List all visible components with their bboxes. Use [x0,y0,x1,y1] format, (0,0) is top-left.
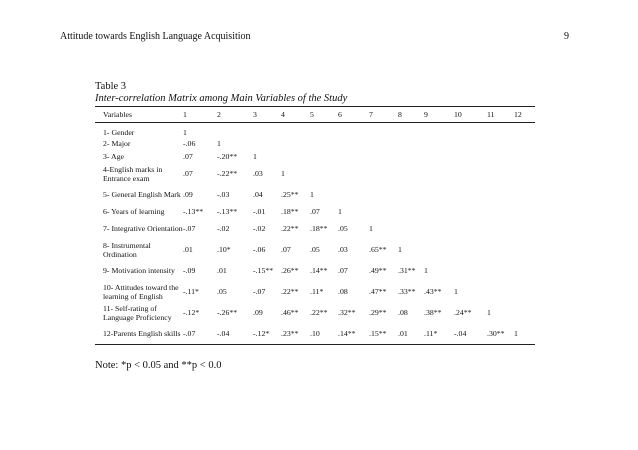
table-cell: -.07 [253,287,266,296]
table-cell: .33** [398,287,416,296]
table-cell [310,163,338,184]
table-cell [369,137,398,150]
table-cell: -.07 [183,323,217,344]
header-cell-12: 12 [514,107,535,123]
table-cell [369,163,398,184]
table-cell: .09 [183,190,193,199]
table-cell: -.12* [183,308,200,317]
table-row [95,281,535,302]
table-cell [398,123,424,138]
table-cell [487,218,514,239]
header-cell-8: 8 [398,107,424,123]
table-cell: .07 [183,169,193,178]
table-cell: .08 [338,287,348,296]
table-cell: 1 [398,245,402,254]
table-cell: .18** [281,207,299,216]
table-cell: 1 [514,323,535,344]
table-cell [487,184,514,205]
table-cell [514,137,535,150]
row-label: 12-Parents English skills [95,323,183,344]
table-cell: 1 [253,152,257,161]
table-cell: -.09 [183,266,196,275]
table-cell [454,163,487,184]
row-label: 5- General English Mark [103,190,181,199]
table-cell [281,137,310,150]
table-cell [281,150,310,163]
table-cell [424,218,454,239]
table-cell: .23** [281,323,310,344]
table-cell: -.04 [454,323,487,344]
table-cell [514,163,535,184]
row-label: 3- Age [103,152,125,161]
table-cell: .10 [310,323,338,344]
table-cell: .15** [369,323,398,344]
table-cell [487,260,514,281]
table-cell: -.06 [253,245,266,254]
table-row [95,184,535,205]
table-cell: .03 [253,169,263,178]
table-cell [398,137,424,150]
table-cell [424,150,454,163]
header-cell-7: 7 [369,107,398,123]
row-label: 11- Self-rating of Language Proficiency [103,303,172,322]
table-row [95,239,535,260]
table-row [95,260,535,281]
table-cell: -.22** [217,169,238,178]
table-cell [514,184,535,205]
table-cell [487,281,514,302]
table-cell: .05 [310,245,320,254]
table-row [95,302,535,323]
table-row [95,218,535,239]
table-cell [338,123,369,138]
row-label: 4-English marks in Entrance exam [103,164,163,183]
table-cell [424,184,454,205]
table-cell [514,123,535,138]
table-cell [338,150,369,163]
header-cell-6: 6 [338,107,369,123]
table-cell [369,150,398,163]
table-cell: -.26** [217,308,238,317]
table-cell [424,123,454,138]
table-cell [310,123,338,138]
table-cell [514,302,535,323]
table-cell: 1 [487,308,491,317]
header-cell-4: 4 [281,107,310,123]
table-cell: .10* [217,245,231,254]
page-number: 9 [564,31,569,42]
table-cell: .43** [424,287,442,296]
table-cell: -.12* [253,323,281,344]
table-cell [454,184,487,205]
header-cell-2: 2 [217,107,253,123]
table-cell: .25** [281,190,299,199]
table-cell: .09 [253,308,263,317]
table-cell: -.02 [253,224,266,233]
table-cell: .01 [183,245,193,254]
table-cell: .07 [183,152,193,161]
header-cell-10: 10 [454,107,487,123]
row-label: 10- Attitudes toward the learning of English [103,282,179,301]
row-label: 2- Major [103,139,131,148]
table-cell: .05 [217,287,227,296]
table-cell: -.13** [183,207,204,216]
table-cell [338,184,369,205]
running-head: Attitude towards English Language Acquisition [60,31,251,42]
table-cell [454,218,487,239]
table-cell: .07 [338,266,348,275]
table-cell: .49** [369,266,387,275]
table-cell: .11* [310,287,324,296]
table-cell: 1 [369,224,373,233]
table-cell: .24** [454,308,472,317]
table-cell: -.11* [183,287,199,296]
table-cell: .65** [369,245,387,254]
table-cell: .31** [398,266,416,275]
table-cell: 1 [454,287,458,296]
table-cell [281,123,310,138]
table-cell: -.02 [217,224,230,233]
header-cell-1: 1 [183,107,217,123]
table-cell: -.03 [217,190,230,199]
row-label: 1- Gender [103,128,135,137]
table-cell: .46** [281,308,299,317]
row-label: 9- Motivation intensity [103,266,175,275]
table-cell [338,163,369,184]
table-cell [424,239,454,260]
table-cell [369,123,398,138]
table-body [95,123,535,345]
table-row [95,323,535,344]
table-row [95,137,535,150]
table-cell [514,218,535,239]
table-cell: 1 [310,190,314,199]
table-cell: .22** [281,287,299,296]
table-cell [217,123,253,138]
table-cell [487,163,514,184]
table-cell: 1 [424,266,428,275]
table-cell: .30** [487,323,514,344]
table-cell: .11* [424,323,454,344]
table-row [95,205,535,218]
table-row [95,163,535,184]
table-cell [398,184,424,205]
table-cell: .22** [310,308,328,317]
table-cell: .05 [338,224,348,233]
table-cell: .47** [369,287,387,296]
header-row [95,107,535,123]
table-cell: .07 [310,207,320,216]
correlation-table [95,106,535,345]
table-cell: 1 [338,207,342,216]
table-cell [253,123,281,138]
table-cell [514,281,535,302]
table-cell: .08 [398,308,408,317]
table-cell [454,239,487,260]
table-cell: .32** [338,308,356,317]
table-cell [424,205,454,218]
table-cell: -.04 [217,323,253,344]
table-cell: -.07 [183,224,196,233]
row-label: 8- Instrumental Ordination [103,240,151,259]
table-note: Note: *p < 0.05 and **p < 0.0 [95,360,222,371]
table-cell: .29** [369,308,387,317]
table-cell: .38** [424,308,442,317]
table-cell: -.01 [253,207,266,216]
table-cell [398,205,424,218]
table-cell [487,205,514,218]
table-cell: 1 [281,169,285,178]
header-cell-9: 9 [424,107,454,123]
table-cell [338,137,369,150]
table-cell [424,137,454,150]
table-cell [487,123,514,138]
table-cell: .01 [217,266,227,275]
table-cell: .18** [310,224,328,233]
table-title: Inter-correlation Matrix among Main Variables of the Study [95,93,348,104]
header-cell-11: 11 [487,107,514,123]
table-cell [514,150,535,163]
table-cell: .07 [281,245,291,254]
table-cell [514,260,535,281]
table-cell [514,239,535,260]
table-cell: 1 [183,128,187,137]
table-cell: -.15** [253,266,274,275]
table-cell: .04 [253,190,263,199]
table-cell: -.20** [217,152,238,161]
table-cell [398,163,424,184]
row-label: 7- Integrative Orientation [103,224,183,233]
header-cell-variables: Variables [95,107,183,123]
table-cell: -.06 [183,139,196,148]
table-cell [454,150,487,163]
table-cell: .03 [338,245,348,254]
table-cell [398,150,424,163]
table-cell: .14** [310,266,328,275]
table-cell: .14** [338,323,369,344]
table-cell [454,137,487,150]
table-cell: .26** [281,266,299,275]
table-cell: 1 [217,139,221,148]
table-cell [454,123,487,138]
table-cell [369,205,398,218]
row-label: 6- Years of learning [103,207,165,216]
table-cell: .01 [398,323,424,344]
table-cell [310,137,338,150]
table-cell [454,205,487,218]
table-cell: -.13** [217,207,238,216]
table-row [95,123,535,138]
header-cell-5: 5 [310,107,338,123]
table-cell [514,205,535,218]
table-cell [487,137,514,150]
table-cell: .22** [281,224,299,233]
table-cell [369,184,398,205]
table-cell [454,260,487,281]
table-cell [487,150,514,163]
table-cell [310,150,338,163]
table-cell [253,137,281,150]
table-cell [398,218,424,239]
table-row [95,150,535,163]
table-number: Table 3 [95,81,127,92]
table-cell [424,163,454,184]
table-cell [487,239,514,260]
header-cell-3: 3 [253,107,281,123]
correlation-table-container [95,106,535,345]
